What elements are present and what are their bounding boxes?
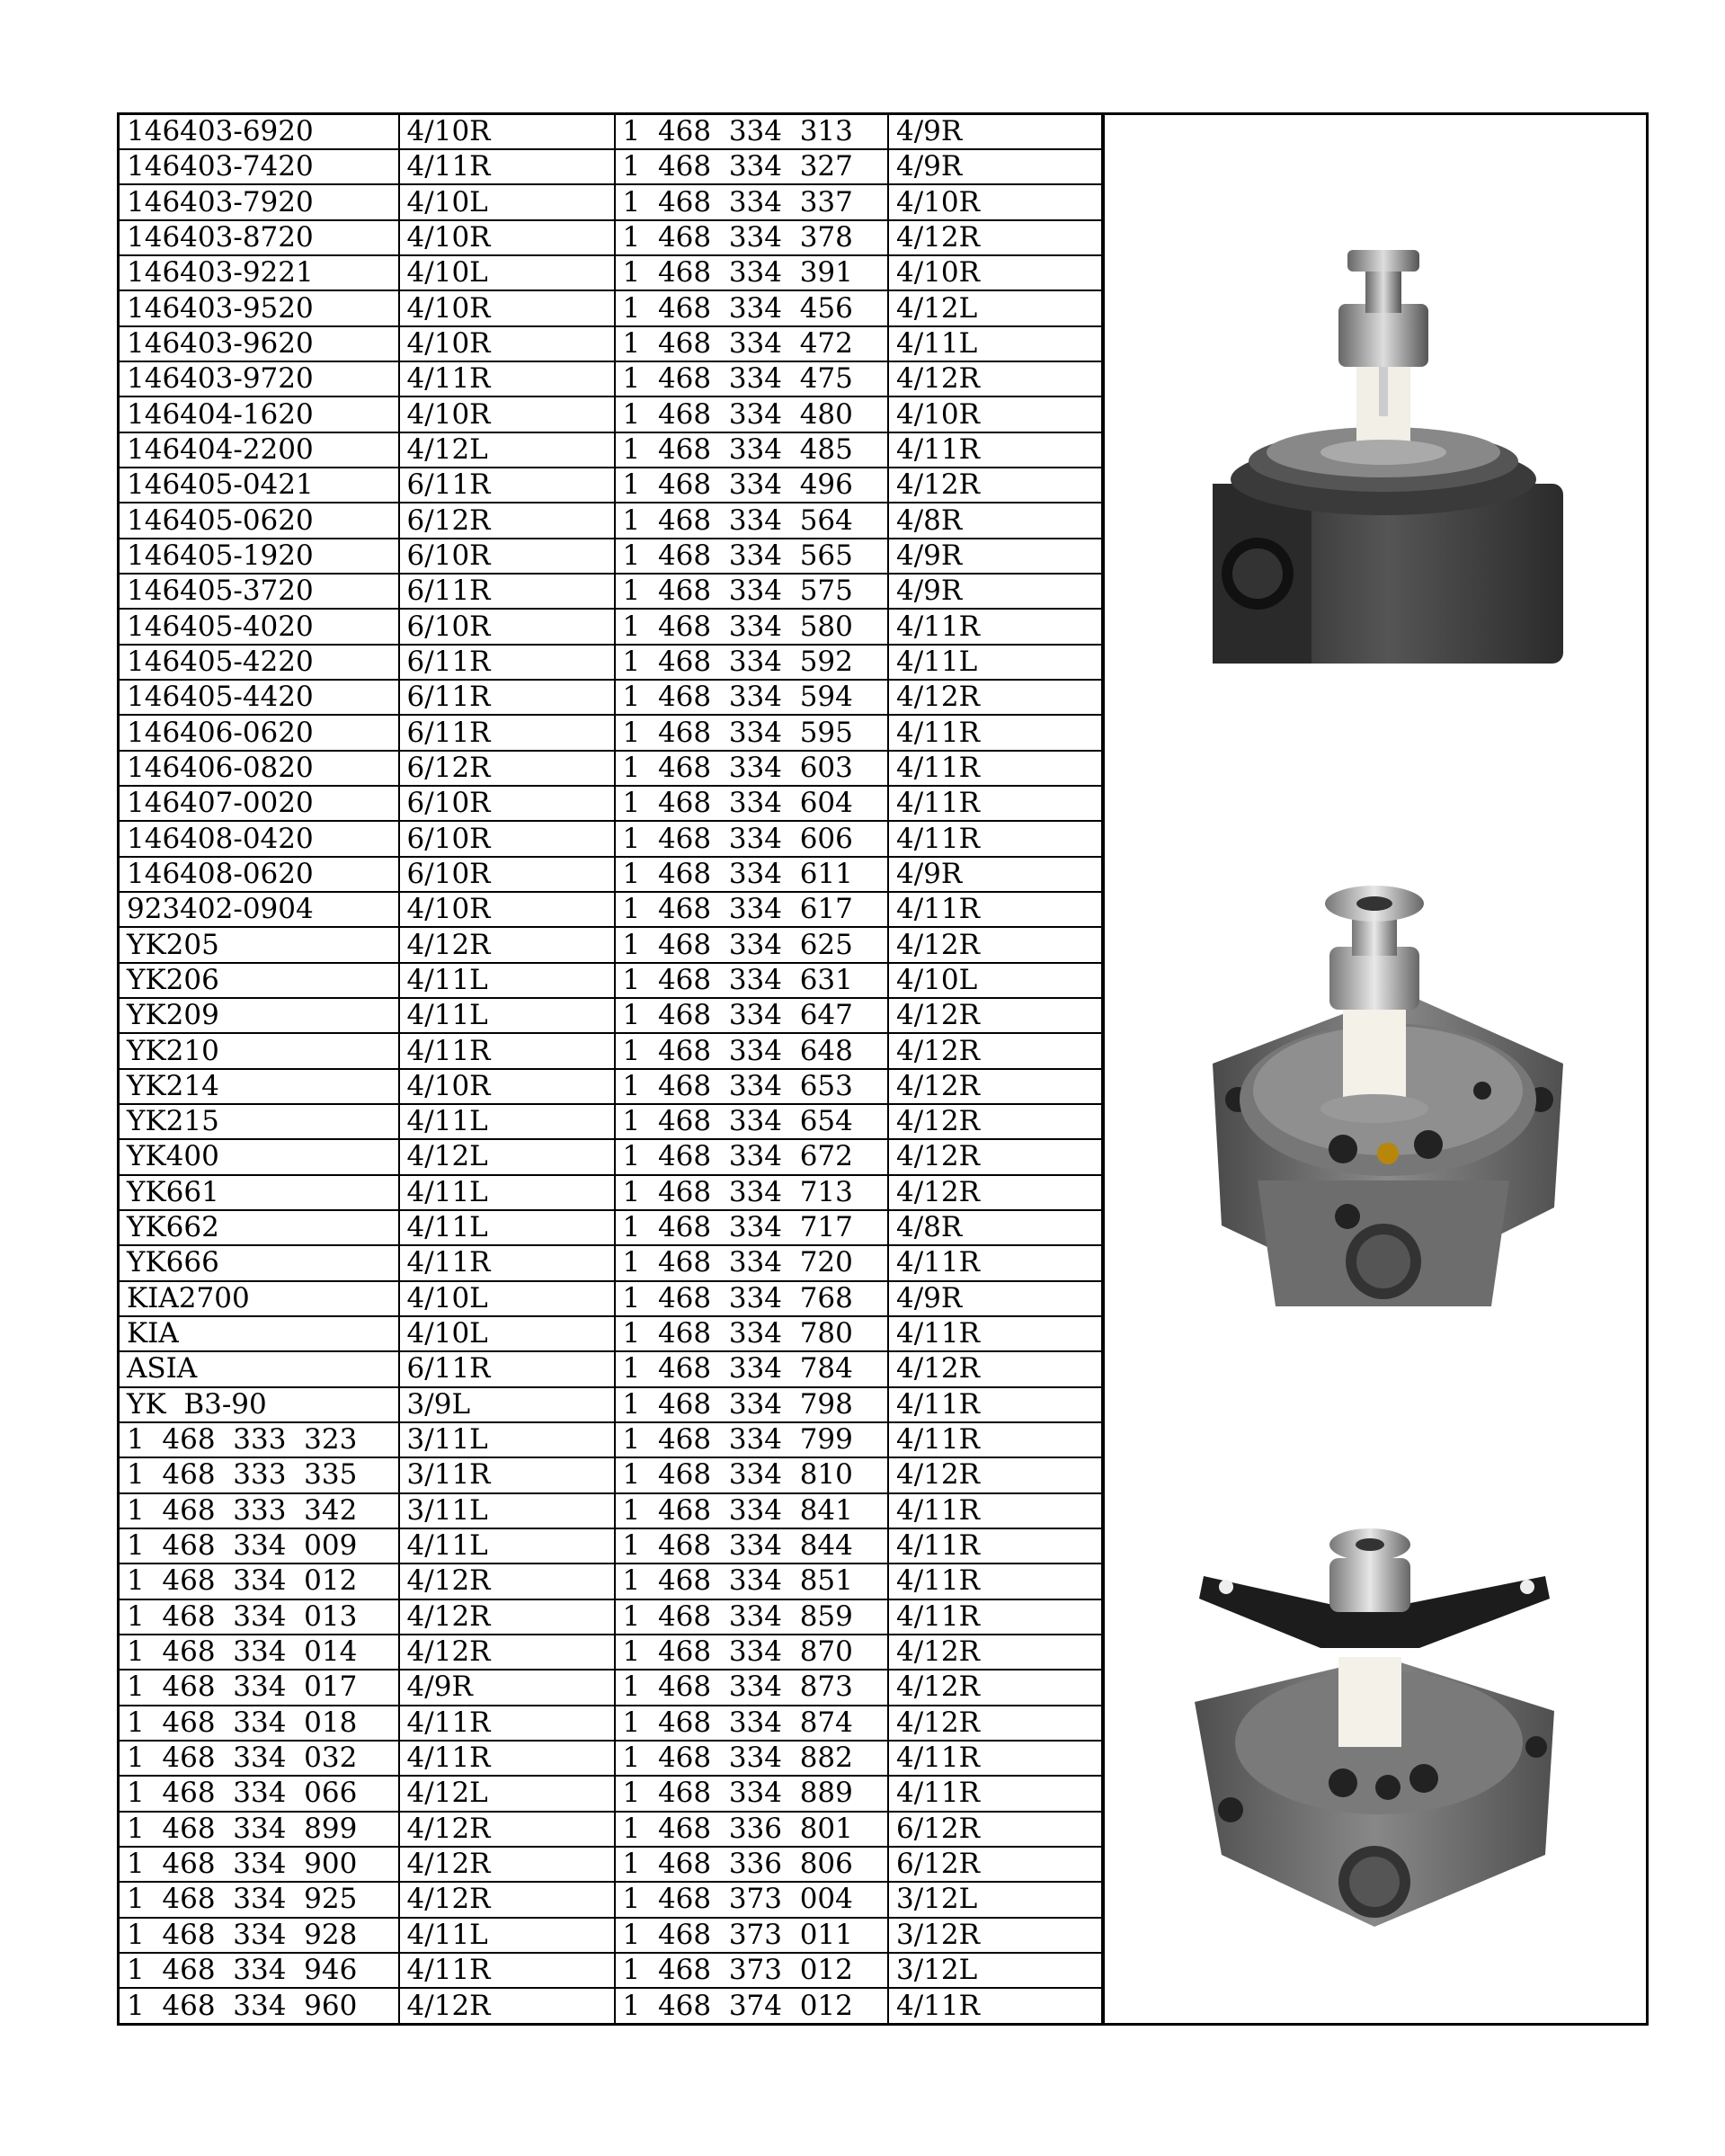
part-number-cell: 1 468 334 799	[615, 1422, 889, 1457]
part-number-cell: 1 468 334 631	[615, 963, 889, 998]
head-spec-cell: 4/11R	[888, 1245, 1102, 1280]
table-row	[120, 1812, 1102, 1847]
part-number-cell: 1 468 334 810	[615, 1457, 889, 1492]
part-number-cell: 1 468 334 798	[615, 1387, 889, 1422]
head-spec-cell: 4/11R	[399, 1033, 615, 1068]
part-number-cell: 1 468 333 342	[120, 1493, 399, 1528]
part-number-cell: 1 468 333 323	[120, 1422, 399, 1457]
part-number-cell: 146403-9520	[120, 290, 399, 325]
table-row	[120, 857, 1102, 892]
table-row	[120, 1847, 1102, 1882]
table-row	[120, 326, 1102, 361]
part-number-cell: 1 468 334 580	[615, 609, 889, 644]
head-spec-cell: 4/11R	[888, 1599, 1102, 1635]
head-spec-cell: 3/12L	[888, 1882, 1102, 1917]
part-number-cell: 1 468 373 011	[615, 1918, 889, 1953]
head-spec-cell: 4/11R	[399, 1706, 615, 1741]
table-row	[120, 468, 1102, 503]
parts-sheet	[117, 112, 1649, 2026]
part-number-cell: 146405-0620	[120, 503, 399, 538]
part-number-cell: 1 468 334 565	[615, 539, 889, 574]
part-number-cell: 146403-7920	[120, 184, 399, 219]
table-row	[120, 1741, 1102, 1776]
part-number-cell: 1 468 334 648	[615, 1033, 889, 1068]
head-spec-cell: 4/10L	[399, 1316, 615, 1351]
part-number-cell: ASIA	[120, 1351, 399, 1386]
part-number-cell: 1 468 334 625	[615, 927, 889, 962]
part-number-cell: 1 468 334 617	[615, 892, 889, 927]
head-spec-cell: 4/10L	[399, 1281, 615, 1316]
part-number-cell: 1 468 334 873	[615, 1670, 889, 1705]
part-number-cell: 1 468 334 013	[120, 1599, 399, 1635]
part-number-cell: 1 468 334 456	[615, 290, 889, 325]
table-row	[120, 1245, 1102, 1280]
part-number-cell: 1 468 334 485	[615, 432, 889, 468]
head-spec-cell: 4/12R	[399, 1599, 615, 1635]
photo-column	[1103, 115, 1646, 2023]
part-number-cell: 1 468 334 017	[120, 1670, 399, 1705]
part-number-cell: 1 468 334 654	[615, 1104, 889, 1139]
table-row	[120, 1953, 1102, 1988]
head-spec-cell: 4/12R	[399, 1564, 615, 1599]
head-spec-cell: 3/12R	[888, 1918, 1102, 1953]
part-number-cell: 1 468 334 378	[615, 220, 889, 255]
table-row	[120, 184, 1102, 219]
head-spec-cell: 4/9R	[888, 115, 1102, 149]
head-spec-cell: 4/12R	[888, 220, 1102, 255]
rotor-head-flanged-icon	[1195, 884, 1572, 1333]
head-spec-cell: 6/10R	[399, 786, 615, 821]
part-number-cell: 1 468 333 335	[120, 1457, 399, 1492]
head-spec-cell: 4/11R	[888, 1741, 1102, 1776]
part-number-cell: 1 468 334 713	[615, 1175, 889, 1210]
head-spec-cell: 4/11R	[888, 1564, 1102, 1599]
head-spec-cell: 4/12L	[399, 1776, 615, 1811]
head-spec-cell: 4/11R	[888, 892, 1102, 927]
table-row	[120, 432, 1102, 468]
head-spec-cell: 4/11R	[888, 432, 1102, 468]
head-spec-cell: 4/11L	[888, 326, 1102, 361]
part-number-cell: 1 468 334 844	[615, 1528, 889, 1564]
head-spec-cell: 4/10R	[399, 326, 615, 361]
head-spec-cell: 4/11R	[888, 1776, 1102, 1811]
part-number-cell: YK B3-90	[120, 1387, 399, 1422]
part-number-cell: 1 468 334 900	[120, 1847, 399, 1882]
head-spec-cell: 4/11R	[888, 715, 1102, 750]
part-number-cell: YK215	[120, 1104, 399, 1139]
head-spec-cell: 4/10R	[888, 396, 1102, 432]
head-spec-cell: 4/12R	[399, 927, 615, 962]
head-spec-cell: 4/10R	[399, 1069, 615, 1104]
part-number-cell: 1 468 334 472	[615, 326, 889, 361]
table-row	[120, 927, 1102, 962]
part-number-cell: 146403-9221	[120, 255, 399, 290]
head-spec-cell: 4/11R	[888, 786, 1102, 821]
head-spec-cell: 3/11L	[399, 1422, 615, 1457]
part-number-cell: 1 468 373 012	[615, 1953, 889, 1988]
head-spec-cell: 4/12R	[888, 1457, 1102, 1492]
part-number-cell: 146405-4020	[120, 609, 399, 644]
head-spec-cell: 4/12R	[888, 361, 1102, 396]
part-number-cell: 1 468 334 653	[615, 1069, 889, 1104]
head-spec-cell: 3/11L	[399, 1493, 615, 1528]
head-spec-cell: 4/12R	[888, 1139, 1102, 1174]
table-row	[120, 1139, 1102, 1174]
table-row	[120, 680, 1102, 715]
head-spec-cell: 4/10R	[888, 255, 1102, 290]
head-spec-cell: 4/11R	[399, 149, 615, 184]
head-spec-cell: 6/10R	[399, 857, 615, 892]
head-spec-cell: 4/12R	[888, 1175, 1102, 1210]
head-spec-cell: 4/12R	[888, 680, 1102, 715]
head-spec-cell: 4/11R	[399, 1741, 615, 1776]
rotor-head-dark-block-icon	[1204, 232, 1563, 682]
table-row	[120, 539, 1102, 574]
table-row	[120, 1069, 1102, 1104]
table-row	[120, 1210, 1102, 1245]
head-spec-cell: 4/9R	[888, 857, 1102, 892]
part-number-cell: YK206	[120, 963, 399, 998]
head-spec-cell: 4/9R	[888, 539, 1102, 574]
part-number-cell: 1 468 334 575	[615, 574, 889, 609]
part-number-cell: 1 468 334 899	[120, 1812, 399, 1847]
part-number-cell: 1 468 334 889	[615, 1776, 889, 1811]
part-number-cell: 1 468 334 717	[615, 1210, 889, 1245]
head-spec-cell: 6/10R	[399, 609, 615, 644]
head-spec-cell: 4/11R	[399, 1245, 615, 1280]
table-row	[120, 1316, 1102, 1351]
table-row	[120, 1351, 1102, 1386]
part-number-cell: 1 468 334 720	[615, 1245, 889, 1280]
part-number-cell: 1 468 334 859	[615, 1599, 889, 1635]
part-number-cell: 146406-0820	[120, 751, 399, 786]
part-number-cell: 1 468 334 313	[615, 115, 889, 149]
part-number-cell: YK205	[120, 927, 399, 962]
part-number-cell: YK214	[120, 1069, 399, 1104]
head-spec-cell: 4/11R	[888, 1422, 1102, 1457]
head-spec-cell: 4/11R	[888, 821, 1102, 856]
table-row	[120, 1635, 1102, 1670]
table-row	[120, 1918, 1102, 1953]
head-spec-cell: 4/12R	[399, 1882, 615, 1917]
head-spec-cell: 3/12L	[888, 1953, 1102, 1988]
table-row	[120, 574, 1102, 609]
table-row	[120, 1670, 1102, 1705]
head-spec-cell: 4/11L	[399, 1104, 615, 1139]
table-row	[120, 786, 1102, 821]
head-spec-cell: 4/9R	[399, 1670, 615, 1705]
table-row	[120, 609, 1102, 644]
head-spec-cell: 6/11R	[399, 715, 615, 750]
table-row	[120, 1493, 1102, 1528]
table-row	[120, 1422, 1102, 1457]
head-spec-cell: 3/11R	[399, 1457, 615, 1492]
head-spec-cell: 4/12R	[888, 1635, 1102, 1670]
head-spec-cell: 6/11R	[399, 645, 615, 680]
head-spec-cell: 4/12R	[399, 1847, 615, 1882]
part-number-cell: 1 468 334 870	[615, 1635, 889, 1670]
head-spec-cell: 4/12R	[888, 468, 1102, 503]
part-number-cell: 1 468 334 014	[120, 1635, 399, 1670]
head-spec-cell: 4/9R	[888, 1281, 1102, 1316]
head-spec-cell: 6/10R	[399, 821, 615, 856]
head-spec-cell: 4/11R	[399, 361, 615, 396]
part-number-cell: 1 468 334 606	[615, 821, 889, 856]
table-row	[120, 1281, 1102, 1316]
part-number-cell: 1 468 334 874	[615, 1706, 889, 1741]
head-spec-cell: 4/11L	[399, 963, 615, 998]
table-row	[120, 503, 1102, 538]
head-spec-cell: 4/10L	[399, 184, 615, 219]
head-spec-cell: 4/11R	[888, 1528, 1102, 1564]
part-number-cell: 1 468 334 012	[120, 1564, 399, 1599]
table-row	[120, 1175, 1102, 1210]
part-number-cell: 1 468 334 882	[615, 1741, 889, 1776]
part-number-cell: 1 468 374 012	[615, 1988, 889, 2023]
part-number-cell: 1 468 334 604	[615, 786, 889, 821]
table-row	[120, 1033, 1102, 1068]
head-spec-cell: 4/11R	[888, 609, 1102, 644]
head-spec-cell: 4/10L	[888, 963, 1102, 998]
part-number-cell: 146403-6920	[120, 115, 399, 149]
head-spec-cell: 4/11R	[888, 751, 1102, 786]
part-number-cell: 1 468 334 032	[120, 1741, 399, 1776]
part-number-cell: 1 468 334 594	[615, 680, 889, 715]
table-row	[120, 396, 1102, 432]
head-spec-cell: 4/11R	[888, 1316, 1102, 1351]
head-spec-cell: 4/11R	[888, 1493, 1102, 1528]
head-spec-cell: 6/12R	[399, 503, 615, 538]
part-number-cell: 923402-0904	[120, 892, 399, 927]
part-number-cell: KIA	[120, 1316, 399, 1351]
part-number-cell: 1 468 334 475	[615, 361, 889, 396]
table-row	[120, 1882, 1102, 1917]
table-row	[120, 255, 1102, 290]
table-row	[120, 361, 1102, 396]
table-row	[120, 715, 1102, 750]
head-spec-cell: 4/8R	[888, 1210, 1102, 1245]
head-spec-cell: 4/12R	[888, 927, 1102, 962]
table-row	[120, 1706, 1102, 1741]
head-spec-cell: 6/11R	[399, 574, 615, 609]
head-spec-cell: 4/8R	[888, 503, 1102, 538]
head-spec-cell: 4/12R	[888, 1706, 1102, 1741]
head-spec-cell: 4/11L	[399, 1528, 615, 1564]
part-number-cell: 1 468 334 391	[615, 255, 889, 290]
part-number-cell: 1 468 334 768	[615, 1281, 889, 1316]
part-number-cell: 1 468 334 946	[120, 1953, 399, 1988]
part-number-cell: 1 468 334 841	[615, 1493, 889, 1528]
head-spec-cell: 4/10R	[888, 184, 1102, 219]
part-number-cell: 146407-0020	[120, 786, 399, 821]
part-number-cell: 1 468 334 480	[615, 396, 889, 432]
head-spec-cell: 4/12R	[888, 998, 1102, 1033]
head-spec-cell: 4/11R	[888, 1988, 1102, 2023]
parts-table-body	[120, 115, 1102, 2023]
table-row	[120, 645, 1102, 680]
part-number-cell: 146405-3720	[120, 574, 399, 609]
part-number-cell: 146406-0620	[120, 715, 399, 750]
part-number-cell: 146404-1620	[120, 396, 399, 432]
table-row	[120, 1599, 1102, 1635]
head-spec-cell: 6/11R	[399, 1351, 615, 1386]
part-number-cell: 1 468 334 960	[120, 1988, 399, 2023]
part-number-cell: YK661	[120, 1175, 399, 1210]
part-number-cell: 146405-0421	[120, 468, 399, 503]
part-number-cell: 146405-1920	[120, 539, 399, 574]
part-number-cell: YK666	[120, 1245, 399, 1280]
table-row	[120, 1776, 1102, 1811]
part-number-cell: 146403-8720	[120, 220, 399, 255]
part-number-cell: YK662	[120, 1210, 399, 1245]
head-spec-cell: 4/10R	[399, 220, 615, 255]
part-number-cell: 1 468 334 672	[615, 1139, 889, 1174]
table-row	[120, 963, 1102, 998]
part-number-cell: 1 468 334 784	[615, 1351, 889, 1386]
head-spec-cell: 4/10R	[399, 892, 615, 927]
part-number-cell: 1 468 334 647	[615, 998, 889, 1033]
table-row	[120, 115, 1102, 149]
part-number-cell: 1 468 334 066	[120, 1776, 399, 1811]
part-number-cell: 1 468 334 592	[615, 645, 889, 680]
part-number-cell: 1 468 373 004	[615, 1882, 889, 1917]
part-number-cell: 1 468 334 337	[615, 184, 889, 219]
table-row	[120, 1457, 1102, 1492]
head-spec-cell: 4/11R	[888, 1387, 1102, 1422]
part-number-cell: 146405-4220	[120, 645, 399, 680]
part-number-cell: 1 468 334 018	[120, 1706, 399, 1741]
table-row	[120, 1528, 1102, 1564]
head-spec-cell: 4/10R	[399, 396, 615, 432]
head-spec-cell: 6/12R	[888, 1812, 1102, 1847]
head-spec-cell: 4/11L	[888, 645, 1102, 680]
head-spec-cell: 4/12R	[888, 1104, 1102, 1139]
part-number-cell: 1 468 334 603	[615, 751, 889, 786]
part-number-cell: 1 468 334 851	[615, 1564, 889, 1599]
table-row	[120, 1104, 1102, 1139]
head-spec-cell: 4/12R	[888, 1069, 1102, 1104]
table-row	[120, 892, 1102, 927]
head-spec-cell: 4/11R	[399, 1953, 615, 1988]
table-row	[120, 1387, 1102, 1422]
head-spec-cell: 4/11L	[399, 1918, 615, 1953]
part-number-cell: 1 468 334 496	[615, 468, 889, 503]
table-row	[120, 149, 1102, 184]
head-spec-cell: 4/12L	[399, 432, 615, 468]
part-number-cell: 146408-0420	[120, 821, 399, 856]
part-number-cell: 146403-9620	[120, 326, 399, 361]
head-spec-cell: 4/10R	[399, 290, 615, 325]
part-number-cell: 1 468 334 595	[615, 715, 889, 750]
parts-table	[120, 115, 1103, 2023]
head-spec-cell: 4/11L	[399, 1175, 615, 1210]
head-spec-cell: 4/12R	[888, 1351, 1102, 1386]
head-spec-cell: 6/11R	[399, 468, 615, 503]
part-number-cell: KIA2700	[120, 1281, 399, 1316]
part-number-cell: 146408-0620	[120, 857, 399, 892]
head-spec-cell: 3/9L	[399, 1387, 615, 1422]
head-spec-cell: 4/10L	[399, 255, 615, 290]
head-spec-cell: 4/12R	[888, 1033, 1102, 1068]
part-number-cell: YK210	[120, 1033, 399, 1068]
part-number-cell: 146403-9720	[120, 361, 399, 396]
part-number-cell: 1 468 334 611	[615, 857, 889, 892]
head-spec-cell: 4/11L	[399, 998, 615, 1033]
table-row	[120, 821, 1102, 856]
part-number-cell: 1 468 334 564	[615, 503, 889, 538]
part-number-cell: 1 468 334 780	[615, 1316, 889, 1351]
head-spec-cell: 4/11L	[399, 1210, 615, 1245]
head-spec-cell: 4/12L	[399, 1139, 615, 1174]
head-spec-cell: 4/12R	[399, 1812, 615, 1847]
part-number-cell: 1 468 334 925	[120, 1882, 399, 1917]
table-row	[120, 290, 1102, 325]
part-number-cell: YK400	[120, 1139, 399, 1174]
part-number-cell: 1 468 336 806	[615, 1847, 889, 1882]
part-number-cell: 1 468 334 327	[615, 149, 889, 184]
part-number-cell: YK209	[120, 998, 399, 1033]
table-row	[120, 220, 1102, 255]
head-spec-cell: 6/11R	[399, 680, 615, 715]
part-number-cell: 1 468 336 801	[615, 1812, 889, 1847]
head-spec-cell: 4/12R	[888, 1670, 1102, 1705]
table-row	[120, 751, 1102, 786]
head-spec-cell: 4/10R	[399, 115, 615, 149]
rotor-head-with-bracket-icon	[1186, 1522, 1572, 1936]
head-spec-cell: 6/10R	[399, 539, 615, 574]
head-spec-cell: 4/12L	[888, 290, 1102, 325]
head-spec-cell: 6/12R	[399, 751, 615, 786]
part-number-cell: 146403-7420	[120, 149, 399, 184]
part-number-cell: 146404-2200	[120, 432, 399, 468]
head-spec-cell: 4/9R	[888, 574, 1102, 609]
head-spec-cell: 4/12R	[399, 1635, 615, 1670]
part-number-cell: 146405-4420	[120, 680, 399, 715]
head-spec-cell: 6/12R	[888, 1847, 1102, 1882]
table-row	[120, 1564, 1102, 1599]
part-number-cell: 1 468 334 009	[120, 1528, 399, 1564]
table-row	[120, 1988, 1102, 2023]
head-spec-cell: 4/9R	[888, 149, 1102, 184]
part-number-cell: 1 468 334 928	[120, 1918, 399, 1953]
table-row	[120, 998, 1102, 1033]
head-spec-cell: 4/12R	[399, 1988, 615, 2023]
